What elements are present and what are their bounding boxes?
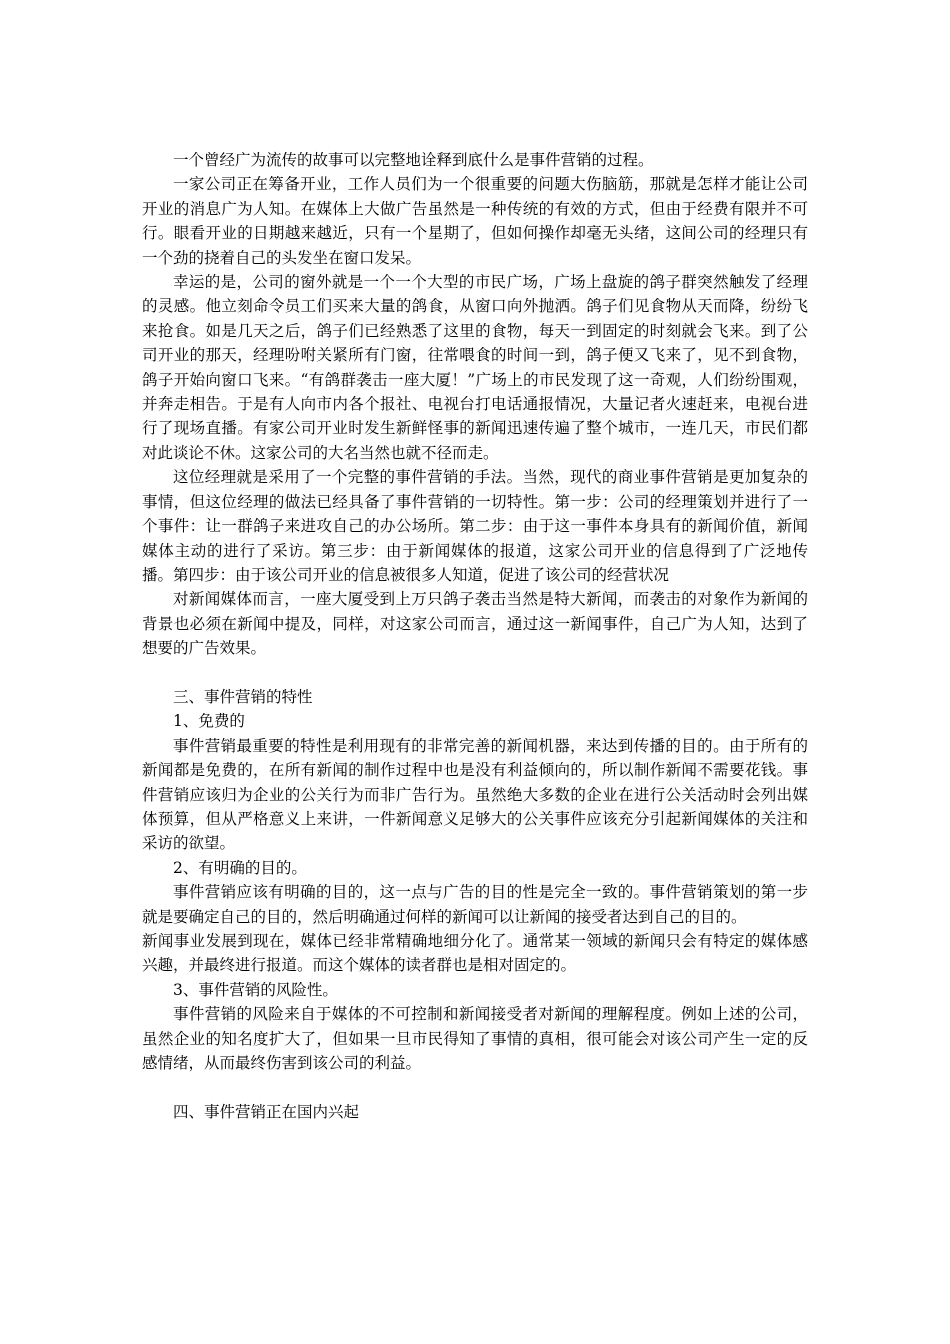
- section-heading-3: 三、事件营销的特性: [173, 687, 313, 706]
- free-paragraph: 事件营销最重要的特性是利用现有的非常完善的新闻机器，来达到传播的目的。由于所有的新闻都是免费的，在所有新闻的制作过程中也是没有利益倾向的，所以制作新闻不需要花钱。事件营销应该归为企业的公关行为而非广告行为。虽然绝大多数的企业在进行公关活动时会列出媒体预算，但从严格意义上来讲，一件新闻意义足够大的公关事件应该充分引起新闻媒体的关注和采访的欲望。: [142, 736, 808, 853]
- purpose-paragraph: 事件营销应该有明确的目的，这一点与广告的目的性是完全一致的。事件营销策划的第一步就是要确定自己的目的，然后明确通过何样的新闻可以让新闻的接受者达到自己的目的。: [142, 883, 808, 926]
- blank-line: [142, 1075, 808, 1099]
- section-heading-4: 四、事件营销正在国内兴起: [173, 1102, 360, 1121]
- media-paragraph: 新闻事业发展到现在，媒体已经非常精确地细分化了。通常某一领域的新闻只会有特定的媒体感兴趣，并最终进行报道。而这个媒体的读者群也是相对固定的。: [142, 931, 808, 975]
- story-paragraph-2: 幸运的是，公司的窗外就是一个一个大型的市民广场，广场上盘旋的鸽子群突然触发了经理的灵感。他立刻命令员工们买来大量的鸽食，从窗口向外抛洒。鸽子们见食物从天而降，纷纷飞来抢食。如是几天之后，鸽子们已经熟悉了这里的食物，每天一到固定的时刻就会飞来。到了公司开业的那天，经理吩咐关紧所有门窗，往常喂食的时间一到，鸽子便又飞来了，见不到食物，鸽子开始向窗口飞来。“有鸽群袭击一座大厦！”广场上的市民发现了这一奇观，人们纷纷围观，并奔走相告。于是有人向市内各个报社、电视台打电话通报情况，大量记者火速赶来，电视台进行了现场直播。有家公司开业时发生新鲜怪事的新闻迅速传遍了整个城市，一连几天，市民们都对此谈论不休。这家公司的大名当然也就不径而走。: [142, 273, 808, 462]
- subheading-2: 2、有明确的目的。: [173, 858, 307, 877]
- subheading-3: 3、事件营销的风险性。: [173, 980, 338, 999]
- blank-line: [142, 661, 808, 685]
- story-paragraph-1: 一家公司正在筹备开业，工作人员们为一个很重要的问题大伤脑筋，那就是怎样才能让公司开业的消息广为人知。在媒体上大做广告虽然是一种传统的有效的方式，但由于经费有限并不可行。眼看开业的日期越来越近，只有一个星期了，但如何操作却毫无头绪，这间公司的经理只有一个劲的挠着自己的头发坐在窗口发呆。: [142, 175, 808, 267]
- analysis-paragraph: 这位经理就是采用了一个完整的事件营销的手法。当然，现代的商业事件营销是更加复杂的事情，但这位经理的做法已经具备了事件营销的一切特性。第一步：公司的经理策划并进行了一个事件：让一群鸽子来进攻自己的办公场所。第二步：由于这一事件本身具有的新闻价值，新闻媒体主动的进行了采访。第三步：由于新闻媒体的报道，这家公司开业的信息得到了广泛地传播。第四步：由于该公司开业的信息被很多人知道，促进了该公司的经营状况: [142, 468, 808, 584]
- intro-paragraph: 一个曾经广为流传的故事可以完整地诠释到底什么是事件营销的过程。: [173, 151, 654, 169]
- risk-paragraph: 事件营销的风险来自于媒体的不可控制和新闻接受者对新闻的理解程度。例如上述的公司，虽然企业的知名度扩大了，但如果一旦市民得知了事情的真相，很可能会对该公司产生一定的反感情绪，从而最终伤害到该公司的利益。: [142, 1005, 808, 1073]
- subheading-1: 1、免费的: [173, 712, 245, 731]
- document-body: [142, 148, 808, 1124]
- conclusion-paragraph: 对新闻媒体而言，一座大厦受到上万只鸽子袭击当然是特大新闻，而袭击的对象作为新闻的背景也必须在新闻中提及，同样，对这家公司而言，通过这一新闻事件，自己广为人知，达到了想要的广告效果。: [142, 590, 808, 658]
